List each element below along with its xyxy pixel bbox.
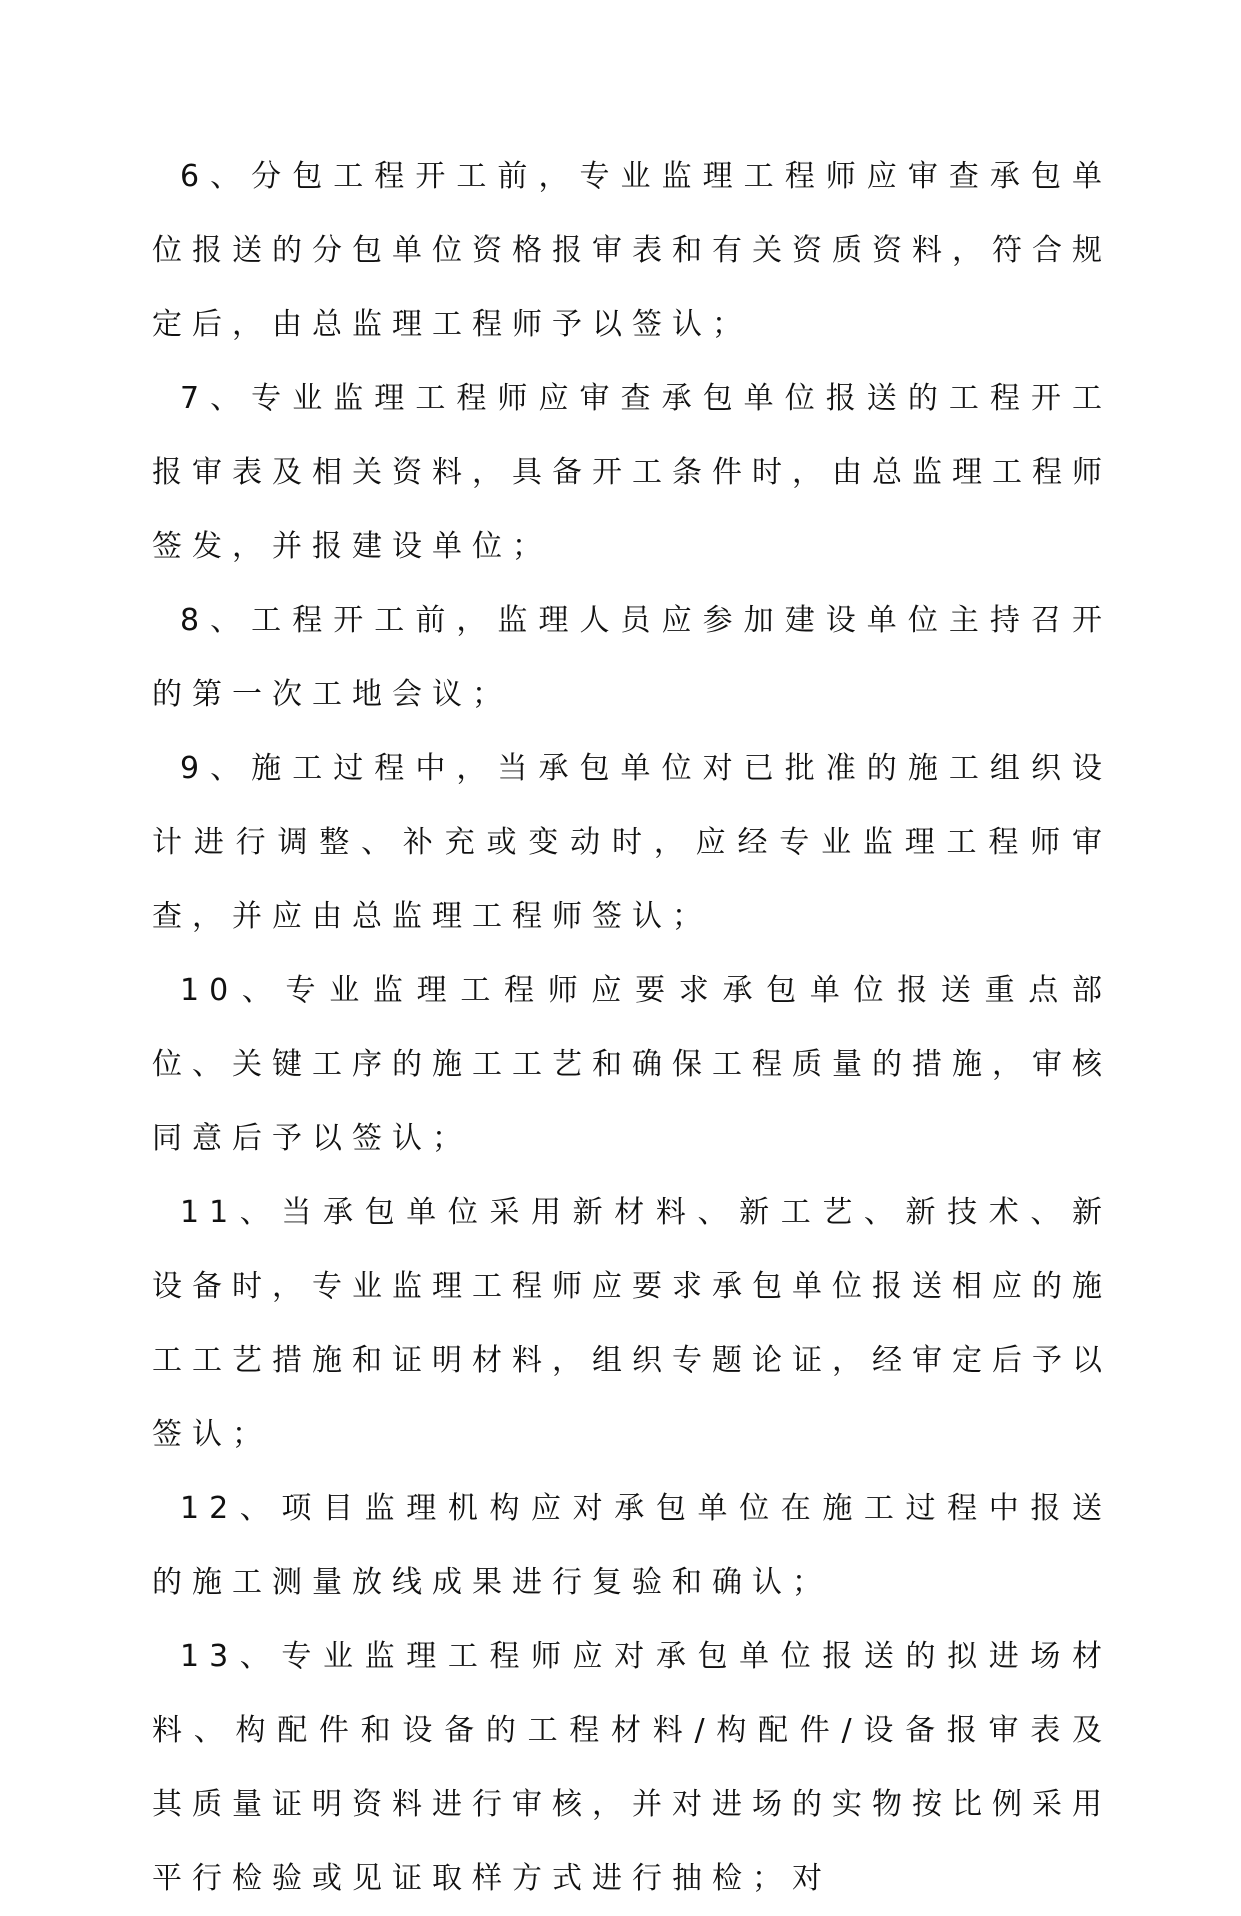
paragraph-item-8: 8、工程开工前，监理人员应参加建设单位主持召开的第一次工地会议； [152, 603, 1112, 712]
paragraph-item-7: 7、专业监理工程师应审查承包单位报送的工程开工报审表及相关资料，具备开工条件时，由总监理工程师签发，并报建设单位； [152, 381, 1112, 564]
paragraph-item-10: 10、专业监理工程师应要求承包单位报送重点部位、关键工序的施工工艺和确保工程质量的措施，审核同意后予以签认； [152, 973, 1112, 1156]
paragraph-item-11: 11、当承包单位采用新材料、新工艺、新技术、新设备时，专业监理工程师应要求承包单位报送相应的施工工艺措施和证明材料，组织专题论证，经审定后予以签认； [152, 1195, 1112, 1452]
paragraph-item-13: 13、专业监理工程师应对承包单位报送的拟进场材料、构配件和设备的工程材料/构配件/设备报审表及其质量证明资料进行审核，并对进场的实物按比例采用平行检验或见证取样方式进行抽检；对 [152, 1639, 1112, 1896]
paragraph-item-12: 12、项目监理机构应对承包单位在施工过程中报送的施工测量放线成果进行复验和确认； [152, 1491, 1112, 1600]
document-body [152, 140, 1112, 1916]
paragraph-item-9: 9、施工过程中，当承包单位对已批准的施工组织设计进行调整、补充或变动时，应经专业监理工程师审查，并应由总监理工程师签认； [152, 751, 1112, 934]
paragraph-item-6: 6、分包工程开工前，专业监理工程师应审查承包单位报送的分包单位资格报审表和有关资质资料，符合规定后，由总监理工程师予以签认； [152, 159, 1112, 342]
